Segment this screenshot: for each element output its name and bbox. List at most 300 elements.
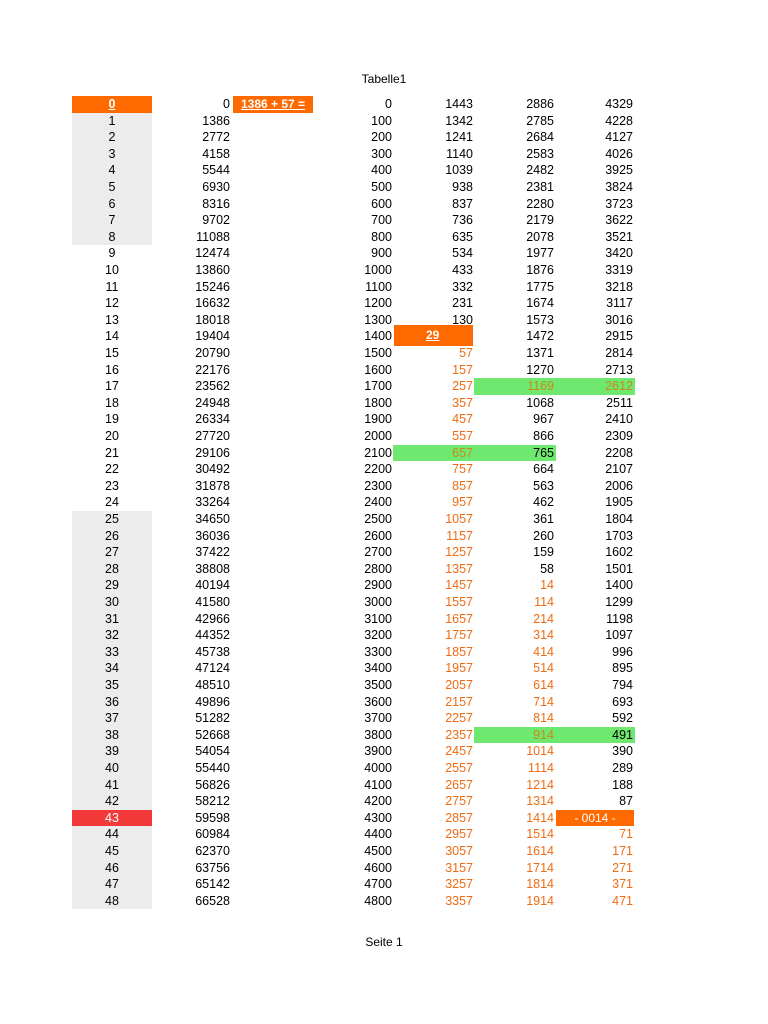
cell-mul: 37422	[195, 545, 230, 560]
cell-c: 3521	[605, 229, 633, 244]
cell-mul: 22176	[195, 362, 230, 377]
cell-c: 895	[612, 661, 633, 676]
cell-a: 332	[452, 279, 473, 294]
cell-mul: 62370	[195, 844, 230, 858]
cell-c: 693	[612, 694, 633, 709]
formula-label-text: 1386 + 57 =	[240, 97, 306, 111]
cell-mul: 38808	[195, 561, 230, 576]
cell-b: 2280	[526, 196, 554, 211]
cell-b: 361	[533, 512, 554, 526]
cell-a: 1657	[445, 611, 473, 626]
cell-c: 1299	[605, 595, 633, 609]
cell-a: 1443	[445, 97, 473, 111]
cell-hund: 3600	[364, 694, 392, 709]
cell-hund: 3400	[364, 661, 392, 676]
cell-mul: 24948	[195, 395, 230, 410]
cell-idx: 7	[108, 213, 116, 228]
cell-mul: 45738	[195, 644, 230, 659]
cell-mul: 48510	[195, 678, 230, 692]
cell-c: 1602	[605, 545, 633, 560]
cell-mul: 30492	[195, 462, 230, 477]
page-title: Tabelle1	[361, 72, 407, 86]
cell-mul: 12474	[195, 246, 230, 261]
cell-hund: 900	[371, 246, 392, 261]
cell-idx: 29	[105, 578, 119, 593]
cell-mul: 19404	[195, 329, 230, 344]
cell-c: 4127	[605, 130, 633, 145]
cell-b: 260	[533, 528, 554, 543]
cell-mul: 6930	[202, 180, 230, 194]
cell-c: 1905	[605, 495, 633, 510]
cell-hund: 500	[371, 180, 392, 194]
cell-a: 2657	[445, 777, 473, 792]
cell-hund: 700	[371, 213, 392, 228]
cell-c: 2208	[605, 445, 633, 460]
cell-mul: 18018	[195, 312, 230, 327]
cell-mul: 34650	[195, 512, 230, 526]
cell-hund: 2400	[364, 495, 392, 510]
cell-b: 2482	[526, 163, 554, 178]
cell-idx: 9	[108, 246, 116, 261]
cell-c: 289	[612, 761, 633, 775]
cell-idx: 23	[105, 478, 119, 493]
cell-hund: 1100	[365, 279, 392, 294]
cell-idx: 35	[105, 678, 119, 692]
cell-hund: 2900	[364, 578, 392, 593]
cell-mul: 52668	[195, 727, 230, 742]
cell-c: 2309	[605, 429, 633, 443]
cell-a: 837	[452, 196, 473, 211]
cell-c: 87	[619, 794, 633, 809]
cell-idx: 36	[105, 694, 119, 709]
cell-hund: 3100	[364, 611, 392, 626]
cell-hund: 400	[371, 163, 392, 178]
cell-a: 1241	[445, 130, 473, 145]
cell-mul: 11088	[196, 229, 230, 244]
cell-idx: 8	[108, 229, 116, 244]
cell-a: 957	[452, 495, 473, 510]
cell-idx: 1	[108, 113, 116, 128]
cell-a: 857	[452, 478, 473, 493]
cell-idx: 24	[105, 495, 119, 510]
cell-mul: 26334	[195, 412, 230, 427]
cell-c: 2713	[605, 362, 633, 377]
cell-mul: 47124	[195, 661, 230, 676]
cell-a: 1857	[445, 644, 473, 659]
cell-hund: 3500	[364, 678, 392, 692]
cell-a: 1357	[445, 561, 473, 576]
cell-idx: 2	[108, 130, 116, 145]
cell-hund: 1900	[364, 412, 392, 427]
cell-idx: 20	[105, 429, 119, 443]
spreadsheet	[0, 95, 768, 915]
cell-c: 2915	[605, 329, 633, 344]
cell-idx: 28	[105, 561, 119, 576]
cell-a: 3357	[445, 893, 473, 908]
cell-idx: 32	[105, 628, 119, 643]
cell-a: 1140	[446, 146, 473, 161]
cell-hund: 1400	[364, 329, 392, 344]
cell-idx: 12	[105, 296, 119, 311]
cell-mul: 16632	[195, 296, 230, 311]
cell-b: 58	[540, 561, 554, 576]
cell-c: 3824	[605, 180, 633, 194]
cell-idx: 33	[105, 644, 119, 659]
cell-hund: 800	[371, 229, 392, 244]
cell-a: 938	[452, 180, 473, 194]
cell-a: 657	[452, 445, 473, 460]
cell-mul: 31878	[195, 478, 230, 493]
cell-idx: 15	[105, 346, 119, 360]
cell-c: 4026	[605, 146, 633, 161]
cell-c: 3218	[605, 279, 633, 294]
cell-c: 1804	[605, 512, 633, 526]
cell-idx: 44	[105, 827, 119, 842]
cell-b: 1876	[526, 263, 554, 277]
cell-idx: 43	[105, 810, 119, 825]
cell-hund: 4300	[364, 810, 392, 825]
cell-c: 1703	[605, 528, 633, 543]
cell-a: 1157	[446, 528, 473, 543]
cell-idx: 26	[105, 528, 119, 543]
cell-mul: 49896	[195, 694, 230, 709]
cell-hund: 2800	[364, 561, 392, 576]
cell-c: 3016	[605, 312, 633, 327]
cell-hund: 2500	[364, 512, 392, 526]
cell-c: 390	[612, 744, 633, 759]
cell-mul: 54054	[195, 744, 230, 759]
cell-a: 2257	[445, 711, 473, 726]
cell-idx: 19	[105, 412, 119, 427]
cell-idx: 45	[105, 844, 119, 858]
cell-hund: 4600	[364, 860, 392, 875]
cell-a: 2557	[445, 761, 473, 775]
cell-b: 214	[533, 611, 554, 626]
cell-c: 71	[619, 827, 633, 842]
cell-c: 2511	[606, 395, 633, 410]
cell-hund: 2200	[364, 462, 392, 477]
cell-b: 1114	[528, 761, 554, 775]
cell-hund: 1300	[364, 312, 392, 327]
cell-idx: 16	[105, 362, 119, 377]
cell-c: 271	[612, 860, 633, 875]
cell-a: 2357	[445, 727, 473, 742]
cell-hund: 4000	[364, 761, 392, 775]
cell-a: 736	[452, 213, 473, 228]
cell-b: 814	[533, 711, 554, 726]
cell-a: 2757	[445, 794, 473, 809]
cell-c: 2410	[605, 412, 633, 427]
cell-a: 635	[452, 229, 473, 244]
cell-mul: 13860	[195, 263, 230, 277]
cell-hund: 4200	[364, 794, 392, 809]
cell-a: 357	[452, 395, 473, 410]
cell-hund: 3700	[364, 711, 392, 726]
cell-hund: 2700	[364, 545, 392, 560]
cell-idx: 22	[105, 462, 119, 477]
cell-c: 3925	[605, 163, 633, 178]
cell-idx: 10	[105, 263, 119, 277]
cell-mul: 15246	[195, 279, 230, 294]
cell-idx: 42	[105, 794, 119, 809]
cell-b: 114	[534, 595, 554, 609]
cell-hund: 1700	[364, 379, 392, 394]
cell-mul: 0	[223, 97, 230, 111]
cell-b: 1414	[526, 810, 554, 825]
cell-hund: 2300	[364, 478, 392, 493]
cell-hund: 3900	[364, 744, 392, 759]
cell-b: 765	[533, 445, 554, 460]
cell-hund: 4100	[364, 777, 392, 792]
cell-b: 714	[533, 694, 554, 709]
cell-c: 1501	[605, 561, 633, 576]
cell-hund: 4700	[364, 877, 392, 892]
result-29-text: 29	[426, 328, 440, 343]
cell-hund: 4800	[364, 893, 392, 908]
cell-c: 794	[612, 678, 633, 692]
cell-b: 2886	[526, 97, 554, 111]
cell-idx: 5	[108, 180, 116, 194]
cell-idx: 39	[105, 744, 119, 759]
cell-hund: 3800	[364, 727, 392, 742]
cell-idx: 17	[105, 379, 119, 394]
page-footer: Seite 1	[365, 935, 403, 949]
cell-a: 2857	[445, 810, 473, 825]
cell-b: 414	[533, 644, 554, 659]
cell-idx: 14	[105, 329, 119, 344]
cell-b: 1977	[526, 246, 554, 261]
cell-mul: 36036	[195, 528, 230, 543]
cell-c: 3723	[605, 196, 633, 211]
cell-b: 2583	[526, 146, 554, 161]
cell-b: 1214	[526, 777, 554, 792]
cell-a: 231	[452, 296, 473, 311]
cell-mul: 23562	[195, 379, 230, 394]
cell-hund: 4400	[364, 827, 392, 842]
cell-c: 188	[612, 777, 633, 792]
cell-a: 757	[452, 462, 473, 477]
cell-idx: 47	[105, 877, 119, 892]
cell-mul: 9702	[202, 213, 230, 228]
cell-mul: 63756	[195, 860, 230, 875]
cell-idx: 40	[105, 761, 119, 775]
cell-b: 1674	[526, 296, 554, 311]
cell-b: 1472	[526, 329, 554, 344]
cell-c: 2107	[605, 462, 633, 477]
cell-hund: 2000	[364, 429, 392, 443]
cell-a: 557	[452, 429, 473, 443]
cell-a: 2057	[445, 678, 473, 692]
cell-hund: 200	[371, 130, 392, 145]
cell-b: 563	[533, 478, 554, 493]
cell-b: 1573	[526, 312, 554, 327]
cell-mul: 20790	[195, 346, 230, 360]
cell-mul: 29106	[195, 445, 230, 460]
cell-idx: 41	[105, 777, 119, 792]
cell-b: 1169	[527, 379, 554, 394]
cell-idx: 38	[105, 727, 119, 742]
cell-b: 462	[533, 495, 554, 510]
cell-a: 1057	[445, 512, 473, 526]
cell-b: 14	[540, 578, 554, 593]
cell-c: 171	[612, 844, 633, 858]
cell-a: 157	[452, 362, 473, 377]
cell-idx: 34	[105, 661, 119, 676]
cell-a: 1557	[445, 595, 473, 609]
cell-c: 491	[612, 727, 633, 742]
cell-idx: 30	[105, 595, 119, 609]
cell-c: 3622	[605, 213, 633, 228]
cell-hund: 2600	[364, 528, 392, 543]
cell-c: 592	[612, 711, 633, 726]
formula-label	[233, 96, 313, 113]
cell-b: 1614	[526, 844, 554, 858]
cell-c: 3117	[606, 296, 633, 311]
cell-mul: 5544	[202, 163, 230, 178]
cell-idx: 21	[105, 445, 119, 460]
cell-mul: 60984	[195, 827, 230, 842]
cell-hund: 1200	[364, 296, 392, 311]
cell-mul: 59598	[195, 810, 230, 825]
cell-idx: 11	[105, 279, 119, 294]
cell-c: 471	[612, 893, 633, 908]
cell-a: 2957	[445, 827, 473, 842]
cell-hund: 600	[371, 196, 392, 211]
cell-b: 314	[533, 628, 554, 643]
cell-a: 457	[452, 412, 473, 427]
cell-idx: 0	[108, 97, 116, 111]
cell-a: 257	[452, 379, 473, 394]
cell-hund: 1500	[364, 346, 392, 360]
cell-a: 2157	[445, 694, 473, 709]
cell-mul: 27720	[195, 429, 230, 443]
cell-b: 664	[533, 462, 554, 477]
cell-hund: 4500	[364, 844, 392, 858]
cell-mul: 42966	[195, 611, 230, 626]
cell-c: 3319	[605, 263, 633, 277]
cell-a: 1342	[445, 113, 473, 128]
cell-b: 514	[533, 661, 554, 676]
cell-a: 3257	[445, 877, 473, 892]
cell-mul: 41580	[195, 595, 230, 609]
cell-hund: 1000	[364, 263, 392, 277]
cell-idx: 31	[105, 611, 119, 626]
cell-mul: 2772	[202, 130, 230, 145]
cell-b: 1371	[526, 346, 554, 360]
cell-hund: 3300	[364, 644, 392, 659]
cell-b: 2785	[526, 113, 554, 128]
cell-mul: 33264	[195, 495, 230, 510]
cell-b: 1775	[526, 279, 554, 294]
cell-a: 1457	[445, 578, 473, 593]
cell-c: 1400	[605, 578, 633, 593]
cell-idx: 4	[108, 163, 116, 178]
cell-mul: 44352	[195, 628, 230, 643]
cell-idx: 3	[108, 146, 116, 161]
cell-a: 3157	[445, 860, 473, 875]
cell-mul: 51282	[195, 711, 230, 726]
cell-mul: 58212	[195, 794, 230, 809]
cell-c: 2814	[605, 346, 633, 360]
cell-c: 1097	[605, 628, 633, 643]
cell-a: 433	[452, 263, 473, 277]
cell-mul: 1386	[202, 113, 230, 128]
cell-b: 1314	[526, 794, 554, 809]
cell-b: 866	[533, 429, 554, 443]
cell-mul: 8316	[202, 196, 230, 211]
cell-a: 3057	[445, 844, 473, 858]
cell-c: 2006	[605, 478, 633, 493]
cell-idx: 6	[108, 196, 116, 211]
label-0014-text: - 0014 -	[574, 810, 616, 825]
cell-a: 1957	[445, 661, 473, 676]
cell-b: 2078	[526, 229, 554, 244]
cell-hund: 3000	[364, 595, 392, 609]
cell-a: 57	[459, 346, 473, 360]
cell-b: 967	[533, 412, 554, 427]
cell-hund: 1800	[364, 395, 392, 410]
cell-c: 996	[612, 644, 633, 659]
cell-mul: 56826	[195, 777, 230, 792]
cell-mul: 66528	[195, 893, 230, 908]
cell-b: 2684	[526, 130, 554, 145]
cell-b: 1914	[526, 893, 554, 908]
cell-a: 1257	[445, 545, 473, 560]
cell-c: 1198	[606, 611, 633, 626]
result-29-label	[394, 325, 473, 346]
cell-idx: 37	[105, 711, 119, 726]
cell-b: 1814	[526, 877, 554, 892]
cell-c: 3420	[605, 246, 633, 261]
label-0014	[556, 810, 634, 827]
cell-b: 1068	[526, 395, 554, 410]
cell-a: 2457	[445, 744, 473, 759]
cell-idx: 18	[105, 395, 119, 410]
cell-b: 914	[533, 727, 554, 742]
cell-c: 371	[612, 877, 633, 892]
cell-b: 2381	[526, 180, 554, 194]
cell-b: 1514	[526, 827, 554, 842]
cell-hund: 0	[385, 97, 392, 111]
cell-idx: 27	[105, 545, 119, 560]
cell-b: 614	[533, 678, 554, 692]
cell-c: 4228	[605, 113, 633, 128]
cell-c: 4329	[605, 97, 633, 111]
cell-idx: 25	[105, 512, 119, 526]
cell-c: 2612	[605, 379, 633, 394]
cell-b: 1014	[526, 744, 554, 759]
cell-mul: 4158	[202, 146, 230, 161]
cell-hund: 3200	[364, 628, 392, 643]
cell-a: 534	[452, 246, 473, 261]
cell-hund: 300	[371, 146, 392, 161]
cell-mul: 65142	[195, 877, 230, 892]
cell-b: 1714	[526, 860, 554, 875]
cell-hund: 2100	[364, 445, 392, 460]
cell-b: 159	[533, 545, 554, 560]
cell-a: 1039	[445, 163, 473, 178]
cell-hund: 100	[371, 113, 392, 128]
cell-idx: 13	[105, 312, 119, 327]
cell-idx: 48	[105, 893, 119, 908]
cell-a: 1757	[445, 628, 473, 643]
cell-b: 2179	[526, 213, 554, 228]
cell-a: 130	[452, 312, 473, 327]
cell-b: 1270	[526, 362, 554, 377]
cell-idx: 46	[105, 860, 119, 875]
cell-mul: 55440	[195, 761, 230, 775]
cell-hund: 1600	[364, 362, 392, 377]
